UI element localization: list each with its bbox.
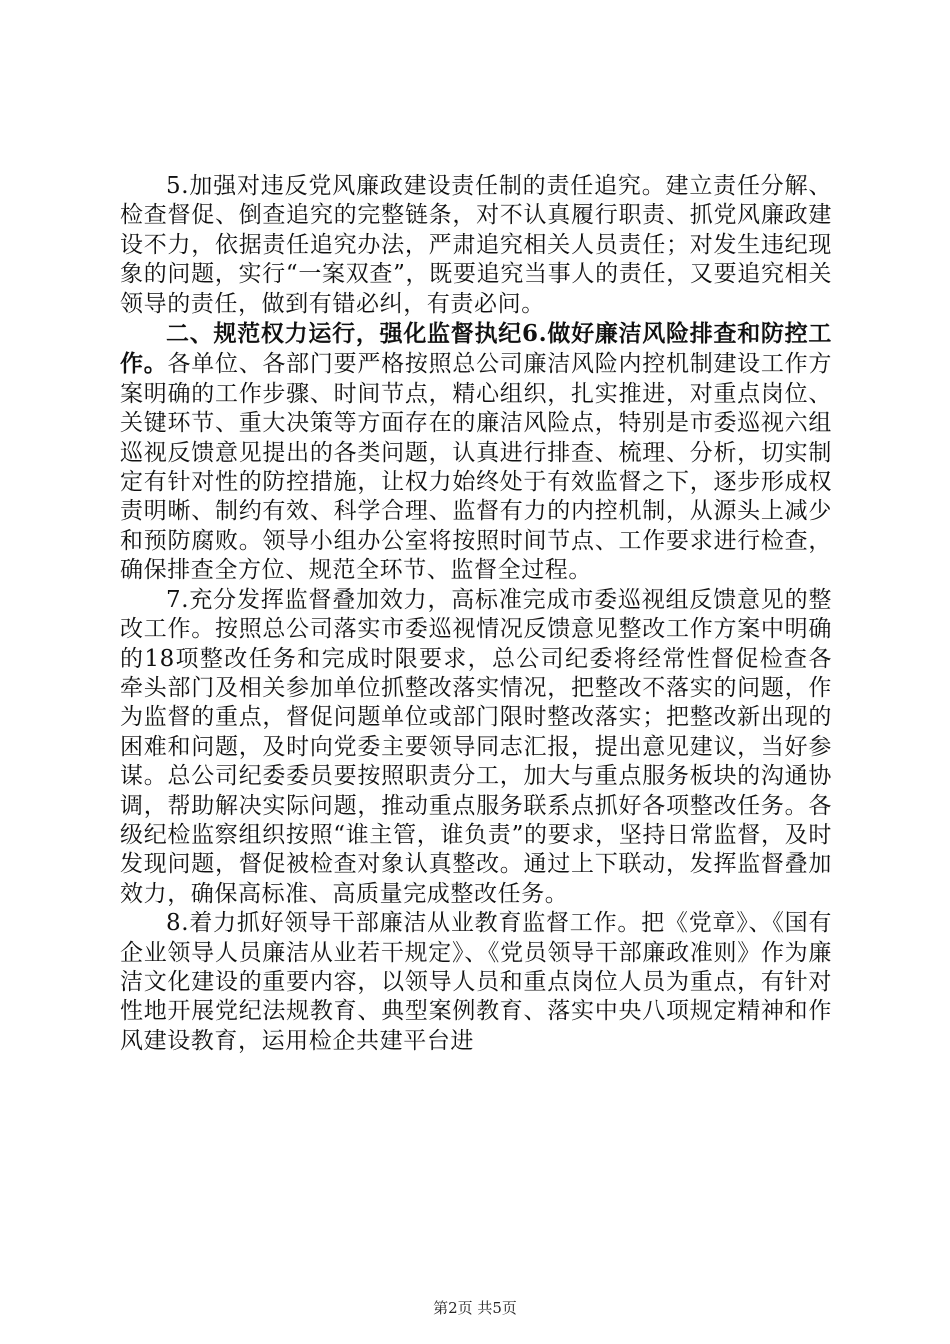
paragraph-item-5: [120, 172, 832, 319]
paragraph-text: 7.充分发挥监督叠加效力，高标准完成市委巡视组反馈意见的整改工作。按照总公司落实市委巡视情况反馈意见整改工作方案中明确的18项整改任务和完成时限要求，总公司纪委将经常性督促检查各牵头部门及相关参加单位抓整改落实情况，把整改不落实的问题，作为监督的重点，督促问题单位或部门限时整改落实；把整改新出现的困难和问题，及时向党委主要领导同志汇报，提出意见建议，当好参谋。总公司纪委委员要按照职责分工，加大与重点服务板块的沟通协调，帮助解决实际问题，推动重点服务联系点抓好各项整改任务。各级纪检监察组织按照“谁主管，谁负责”的要求，坚持日常监督，及时发现问题，督促被检查对象认真整改。通过上下联动，发挥监督叠加效力，确保高标准、高质量完成整改任务。: [120, 586, 832, 907]
paragraph-text: 5.加强对违反党风廉政建设责任制的责任追究。建立责任分解、检查督促、倒查追究的完整链条，对不认真履行职责、抓党风廉政建设不力，依据责任追究办法，严肃追究相关人员责任；对发生违纪现象的问题，实行“一案双查”，既要追究当事人的责任，又要追究相关领导的责任，做到有错必纠，有责必问。: [120, 173, 832, 317]
section-heading: 二、规范权力运行，强化监督执纪6.做好廉洁风险排查和防控工作。: [120, 320, 832, 378]
page-number: 第2页 共5页: [433, 1299, 517, 1317]
document-body: [120, 172, 832, 1056]
paragraph-item-6: [120, 319, 832, 586]
paragraph-item-7: [120, 586, 832, 909]
paragraph-text: 8.着力抓好领导干部廉洁从业教育监督工作。把《党章》、《国有企业领导人员廉洁从业若干规定》、《党员领导干部廉政准则》作为廉洁文化建设的重要内容，以领导人员和重点岗位人员为重点，有针对性地开展党纪法规教育、典型案例教育、落实中央八项规定精神和作风建设教育，运用检企共建平台进: [120, 910, 832, 1054]
page-footer: [0, 1297, 950, 1318]
paragraph-item-8: [120, 909, 832, 1056]
paragraph-text: 各单位、各部门要严格按照总公司廉洁风险内控机制建设工作方案明确的工作步骤、时间节点，精心组织，扎实推进，对重点岗位、关键环节、重大决策等方面存在的廉洁风险点，特别是市委巡视六组巡视反馈意见提出的各类问题，认真进行排查、梳理、分析，切实制定有针对性的防控措施，让权力始终处于有效监督之下，逐步形成权责明晰、制约有效、科学合理、监督有力的内控机制，从源头上减少和预防腐败。领导小组办公室将按照时间节点、工作要求进行检查，确保排查全方位、规范全环节、监督全过程。: [120, 351, 832, 584]
